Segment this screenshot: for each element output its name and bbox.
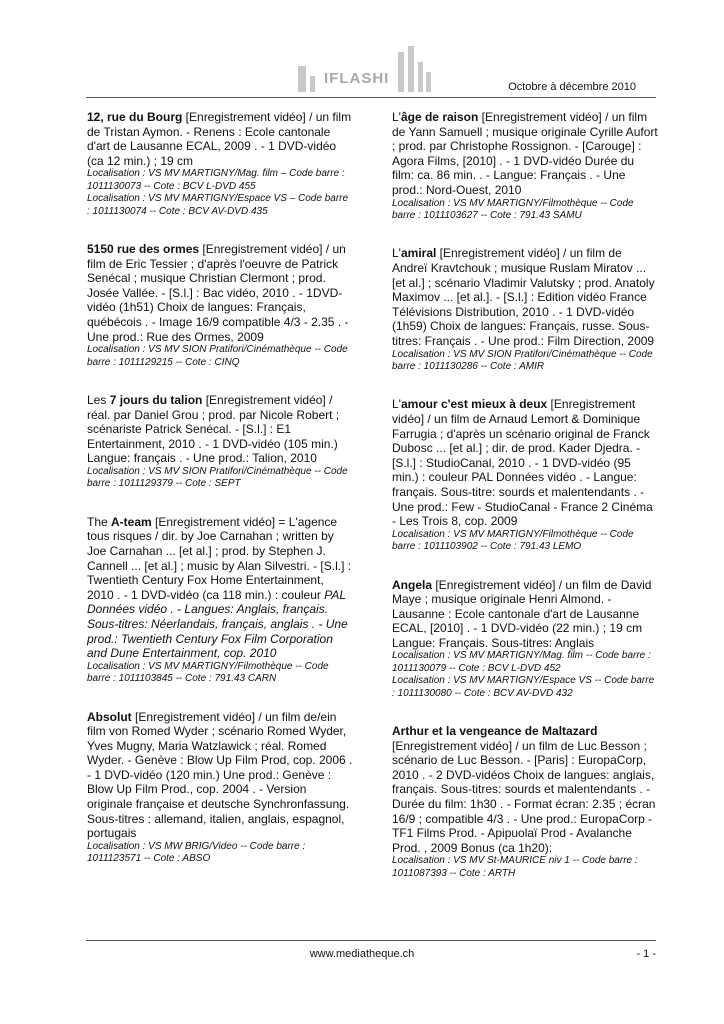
entry-description — [87, 393, 353, 466]
entry-details: [Enregistrement vidéo] / un film de Arnaud Lemort & Dominique Farrugia ; d'après un scénario original de Franck Dubosc ... [et al.] ; dir. de prod. Kader Djedra. - [S.l.] : StudioCanal, 2010 . - 1 DVD-vidéo (95 min.) : couleur PAL Données vidéo . - Langue: français. Sous-titre: sourds et malentendants . - Une prod.: Few - StudioCanal - France 2 Cinéma - Les Trois 8, cop. 2009 — [392, 397, 653, 529]
entry-location: Localisation : VS MV MARTIGNY/Espace VS -- Code barre : 1011130080 -- Cote : BCV AV-DVD 432 — [392, 675, 655, 699]
entry-title: Absolut — [87, 709, 132, 724]
entry-location: Localisation : VS MV SION Pratifori/Cinémathèque -- Code barre : 1011130286 -- Cote : AMIR — [392, 348, 653, 372]
catalog-entry — [392, 397, 658, 553]
entry-article: L' — [392, 397, 401, 412]
page-number: - 1 - — [636, 948, 656, 960]
entry-title: 12, rue du Bourg — [87, 110, 183, 124]
entry-details: [Enregistrement vidéo] / un film de/ein film von Romed Wyder ; scénario Romed Wyder, Yves Mugny, Maria Watzlawick ; réal. Romed Wyder. - Genève : Blow Up Film Prod, cop. 2006 . - 1 DVD-vidéo (120 min.) Une prod.: Genève : Blow Up Film Prod., cop. 2004 . - Version originale française et deutsche Synchronfassung. Sous-titres : allemand, italien, anglais, espagnol, portugais — [87, 709, 353, 841]
entry-location: Localisation : VS MV MARTIGNY/Mag. film – Code barre : 1011130073 -- Cote : BCV L-DVD 455 — [87, 168, 345, 192]
entry-details: [Enregistrement vidéo] / un film de Eric Tessier ; d'après l'oeuvre de Patrick Senécal ; musique Christian Clermont ; prod. Josée Vallée. - [S.l.] : Bac vidéo, 2010 . - 1DVD-vidéo (1h51) Choix de langues: Français, québécois . - Image 16/9 compatible 4/3 - 2.35 . - Une prod.: Rue des Ormes, 2009 — [87, 242, 349, 344]
catalog-entry — [87, 110, 353, 218]
entry-details: [Enregistrement vidéo] / réal. par Daniel Grou ; prod. par Nicole Robert ; scénariste Patrick Senécal. - [S.l.] : E1 Entertainment, 2010 . - 1 DVD-vidéo (105 min.) Langue: français . - Une prod.: Talion, 2010 — [87, 392, 340, 466]
entry-description — [87, 515, 353, 661]
logo-text: IFLASHI — [324, 70, 390, 87]
entry-location: Localisation : VS MV MARTIGNY/Filmothèque -- Code barre : 1011103627 -- Cote : 791.43 SAMU — [392, 197, 634, 221]
entry-location: Localisation : VS MV SION Pratifori/Cinémathèque -- Code barre : 1011129215 -- Cote : CINQ — [87, 344, 348, 368]
entry-location: Localisation : VS MV St-MAURICE niv 1 -- Code barre : 1011087393 -- Cote : ARTH — [392, 855, 638, 879]
entry-title: amour c'est mieux à deux — [400, 397, 548, 412]
catalog-entry — [392, 246, 658, 373]
entry-location: Localisation : VS MW BRIG/Video -- Code barre : 1011123571 -- Cote : ABSO — [87, 840, 306, 865]
entry-location: Localisation : VS MV MARTIGNY/Mag. film -- Code barre : 1011130079 -- Cote : BCV L-DVD 452 — [392, 650, 651, 674]
catalog-entry — [392, 724, 658, 880]
left-column — [87, 110, 353, 890]
entry-details: [Enregistrement vidéo] / un film de Andreï Kravtchouk ; musique Ruslam Miratov ... [et al.] ; scénario Vladimir Valutsky ; prod. Anatoly Maximov ... [et al.]. - [S.l.] : Edition vidéo France Télévisions Distribution, 2010 . - 1 DVD-vidéo (1h59) Choix de langues: Français, russe. Sous-titres: Français . - Une prod.: Film Direction, 2009 — [392, 246, 655, 348]
entry-description — [392, 578, 658, 651]
entry-details: [Enregistrement vidéo] / un film de David Maye ; musique originale Henri Almond. - Lausanne : Ecole cantonale d'art de Lausanne ECAL, [2010] . - 1 DVD-vidéo (22 min.) ; 19 cm Langue: Français. Sous-titres: Anglais — [392, 577, 652, 650]
footer-url: www.mediatheque.ch — [309, 948, 415, 960]
right-column — [392, 110, 658, 904]
catalog-entry — [392, 578, 658, 701]
entry-details: [Enregistrement vidéo] = L'agence tous risques / dir. by Joe Carnahan ; written by Joe Carnahan ... [et al.] ; prod. by Stephen J. Cannell ... [et al.] ; music by Alan Silvestri. - [S.l.] : Twentieth Century Fox Home Entertainment, 2010 . - 1 DVD-vidéo (ca 118 min.) : couleur — [87, 514, 352, 602]
entry-title: amiral — [400, 246, 437, 261]
entry-title: âge de raison — [400, 110, 479, 124]
catalog-entry — [392, 110, 658, 222]
entry-location: Localisation : VS MV MARTIGNY/Filmothèque -- Code barre : 1011103902 -- Cote : 791.43 LEMO — [392, 528, 634, 553]
catalog-entry — [87, 242, 353, 369]
entry-title: A-team — [111, 514, 152, 529]
entry-location: Localisation : VS MV MARTIGNY/Espace VS – Code barre : 1011130074 -- Cote : BCV AV-DVD 435 — [87, 193, 349, 217]
catalog-entry — [87, 710, 353, 866]
entry-details: [Enregistrement vidéo] / un film de Yann Samuell ; musique originale Cyrille Aufort ; prod. par Christophe Rossignon. - [Carouge] : Agora Films, [2010] . - 1 DVD-vidéo Durée du film: ca. 86 min. . - Langue: Français . - Une prod.: Nord-Ouest, 2010 — [392, 110, 658, 197]
entry-description — [87, 710, 353, 841]
entry-title: 5150 rue des ormes — [87, 242, 200, 256]
entry-location: Localisation : VS MV SION Pratifori/Cinémathèque -- Code barre : 1011129379 -- Cote : SEPT — [87, 465, 348, 490]
catalog-entry — [87, 515, 353, 686]
entry-title: Arthur et la vengeance de Maltazard — [392, 724, 598, 739]
catalog-entry — [87, 393, 353, 491]
footer-rule — [86, 940, 656, 941]
issue-date: Octobre à décembre 2010 — [508, 81, 636, 93]
library-logo — [298, 46, 434, 92]
entry-description — [87, 242, 353, 344]
entry-description — [87, 110, 353, 168]
entry-description — [392, 110, 658, 198]
entry-article: L' — [392, 110, 401, 124]
entry-description — [392, 724, 658, 855]
header-rule — [86, 97, 656, 98]
entry-description — [392, 397, 658, 528]
entry-title: Angela — [392, 577, 433, 592]
entry-article: Les — [87, 392, 110, 407]
entry-details: [Enregistrement vidéo] / un film de Tristan Aymon. - Renens : Ecole cantonale d'art de Lausanne ECAL, 2009 . - 1 DVD-vidéo (ca 12 min.) ; 19 cm — [87, 110, 352, 168]
entry-description — [392, 246, 658, 348]
entry-article: The — [87, 514, 112, 529]
entry-details-italic: PAL Données vidéo . - Langues: Anglais, français. Sous-titres: Néerlandais, français, anglais . - Une prod.: Twentieth Century Fox Film Corporation and Dune Entertainment, cop. 2010 — [87, 587, 348, 661]
entry-details: [Enregistrement vidéo] / un film de Luc Besson ; scénario de Luc Besson. - [Paris] : EuropaCorp, 2010 . - 2 DVD-vidéos Choix de langues: anglais, français. Sous-titres: sourds et malentendants . - Durée du film: 1h30 . - Format écran: 2.35 ; écran 16/9 ; compatible 4/3 . - Une prod.: EuropaCorp - TF1 Films Prod. - Apipuolaï Prod - Avalanche Prod. , 2009 Bonus (ca 1h20): — [392, 738, 656, 855]
entry-location: Localisation : VS MV MARTIGNY/Filmothèque -- Code barre : 1011103845 -- Cote : 791.43 CARN — [87, 660, 329, 685]
entry-article: L' — [392, 246, 401, 261]
entry-title: 7 jours du talion — [109, 392, 203, 407]
